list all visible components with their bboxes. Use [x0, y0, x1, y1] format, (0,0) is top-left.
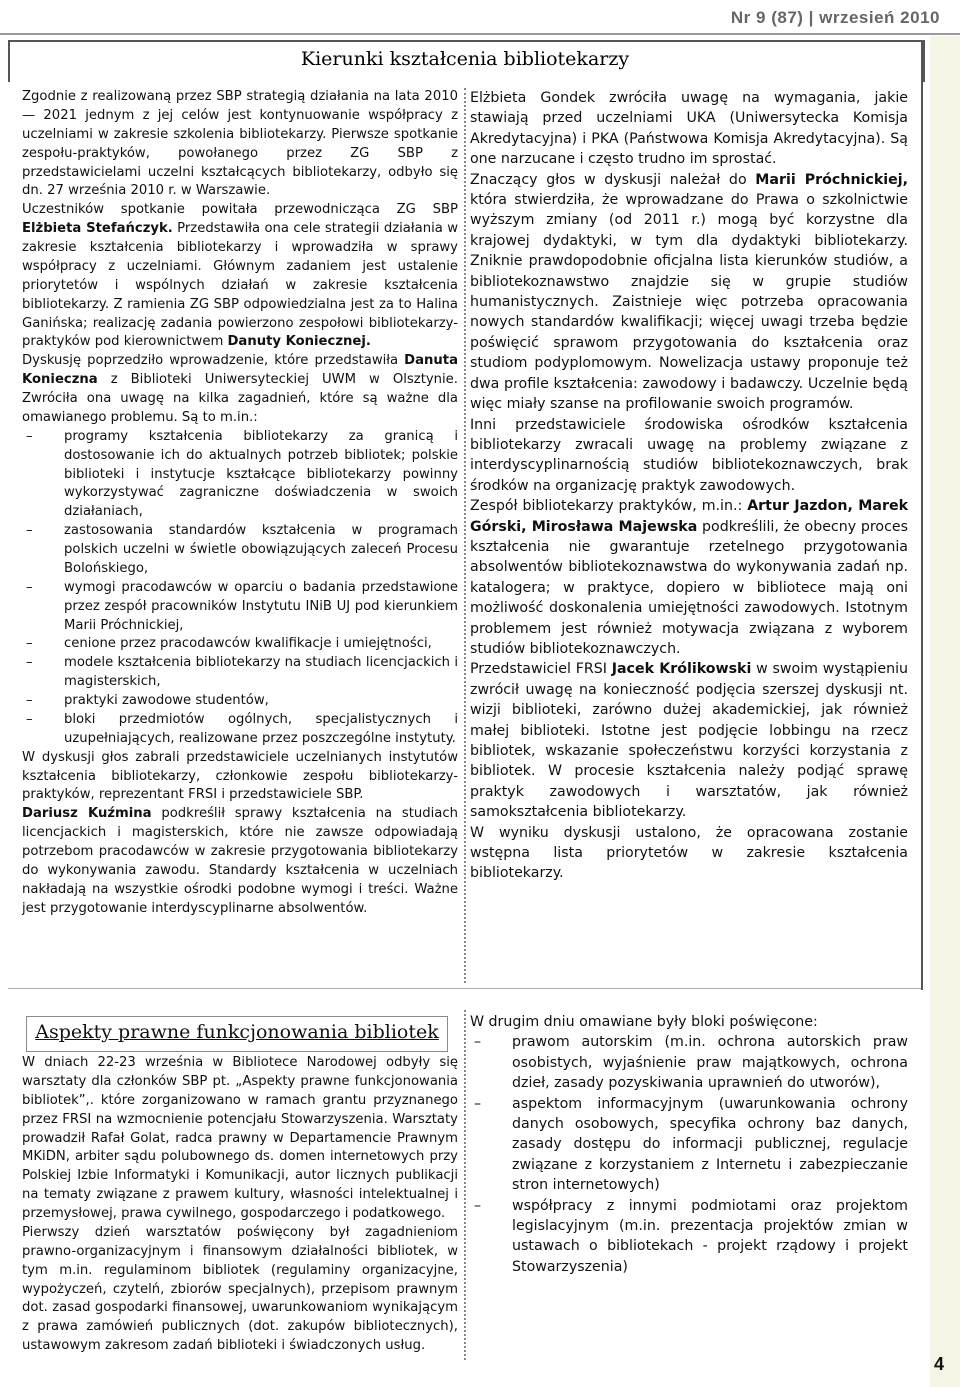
article-1-left-column	[22, 88, 458, 919]
column-separator-2	[464, 1010, 466, 1360]
paragraph: Zgodnie z realizowaną przez SBP strategią działania na lata 2010 — 2021 jednym z jej celów jest kontynuowanie współpracy z uczelniami w zakresie szkolenia bibliotekarzy. Pierwsze spotkanie zespołu-praktyków, powołanego przez ZG SBP z przedstawicielami uczelni kształcących bibliotekarzy, odbyło się dn. 27 września 2010 r. w Warszawie.	[22, 89, 458, 199]
article-1-right-column	[470, 88, 908, 884]
issue-label: Nr 9 (87) | wrzesień 2010	[730, 8, 940, 27]
bold-name: Danuty Koniecznej.	[227, 334, 371, 350]
paragraph: Elżbieta Gondek zwróciła uwagę na wymagania, jakie stawiają przed uczelniami UKA (Uniwersytecka Komisja Akredytacyjna) i PKA (Państwowa Komisja Akredytacyjna). Są one narzucane i często trudno im sprostać.	[470, 90, 908, 168]
paragraph: Dariusz Kuźmina podkreślił sprawy kształcenia na studiach licencjackich i magisterskich, które nie zawsze odpowiadają potrzebom pracodawców w zakresie przygotowania bibliotekarzy do wykonywania zawodu. Standardy kształcenia w uczelniach nakładają na wszystkie ośrodki podobne wymogi i treści. Ważne jest przygotowanie interdyscyplinarne absolwentów.	[22, 806, 458, 916]
paragraph: Pierwszy dzień warsztatów poświęcony był zagadnieniom prawno-organizacyjnym i finansowym działalności bibliotek, w tym m.in. regulaminom bibliotek (regulaminy organizacyjne, wypożyczeń, czytelń, zbiorów specjalnych), przepisom prawnym dot. zasad gospodarki finansowej, uwarunkowaniom wynikającym z prawa zamówień publicznych (dot. zakupów bibliotecznych), ustawowym zakresom zadań biblioteki i świadczonych usług.	[22, 1224, 458, 1354]
paragraph: Dyskusję poprzedziło wprowadzenie, które przedstawiła Danuta Konieczna z Biblioteki Uniwersyteckiej UWM w Olsztynie. Zwróciła ona uwagę na kilka zagadnień, które są ważne dla omawianego problemu. Są to m.in.:	[22, 353, 458, 425]
article-1-frame-right	[921, 40, 923, 990]
article-1-title: Kierunki kształcenia bibliotekarzy	[300, 48, 630, 70]
bold-name: Elżbieta Stefańczyk.	[22, 221, 173, 237]
article-2-title: Aspekty prawne funkcjonowania bibliotek	[35, 1021, 439, 1043]
list-item: – prawom autorskim (m.in. ochrona autorskich praw osobistych, wyjaśnienie praw majątkowych, ochrona dzieł, zasady pozyskiwania uprawnień do utworów),	[470, 1032, 908, 1093]
article-2-title-box	[26, 1016, 448, 1052]
article-2-right-column	[470, 1012, 908, 1277]
bold-name: Dariusz Kuźmina	[22, 806, 152, 822]
header-rule	[0, 33, 960, 35]
paragraph: Znaczący głos w dyskusji należał do Marii Próchnickiej, która stwierdziła, że wprowadzane do Prawa o szkolnictwie wyższym zmiany (od 2011 r.) mogą być korzystne dla krajowej dydaktyki, w tym dla dydaktyki bibliotekarzy. Zniknie prawdopodobnie oficjalna lista kierunków studiów, a bibliotekoznawstwo znajdzie się w grupie studiów humanistycznych. Zaistnieje więc potrzeba opracowania nowych standardów kwalifikacji; więcej uwagi trzeba będzie poświęcić sprawom przygotowania do kształcenia oraz studiom podyplomowym. Nowelizacja ustawy proponuje też dwa profile kształcenia: zawodowy i badawczy. Uczelnie będą więc miały szanse na profilowanie swoich programów.	[470, 171, 908, 413]
list-item: – modele kształcenia bibliotekarzy na studiach licencjackich i magisterskich,	[22, 654, 458, 692]
article-2-left-column	[22, 1054, 458, 1356]
list-item: – zastosowania standardów kształcenia w programach polskich uczelni w świetle obowiązujących zaleceń Procesu Bolońskiego,	[22, 522, 458, 579]
list-item: – programy kształcenia bibliotekarzy za granicą i dostosowanie ich do aktualnych potrzeb bibliotek; polskie biblioteki i instytucje kształcące bibliotekarzy powinny wykorzystywać zagraniczne doświadczenia w swoich działaniach,	[22, 428, 458, 522]
list-item: – wymogi pracodawców w oparciu o badania przedstawione przez zespół pracowników Instytutu INiB UJ pod kierunkiem Marii Próchnickiej,	[22, 579, 458, 636]
bold-name: Danuta Konieczna	[22, 353, 458, 388]
paragraph: Przedstawiciel FRSI Jacek Królikowski w swoim wystąpieniu zwrócił uwagę na konieczność podjęcia szerszej dyskusji nt. wizji biblioteki, zarówno dużej akademickiej, jak również małej biblioteki. Istotne jest podjęcie lobbingu na rzecz bibliotek, wskazanie społeczeństwu korzyści korzystania z bibliotek. W procesie kształcenia należy podjąć sprawę praktyk zawodowych i warsztatów, jak również samokształcenia bibliotekarzy.	[470, 661, 908, 821]
list-item: – współpracy z innymi podmiotami oraz projektom legislacyjnym (m.in. prezentacja projektów zmian w ustawach o bibliotekach - projekt rządowy i projekt Stowarzyszenia)	[470, 1196, 908, 1278]
bullet-list	[22, 428, 458, 749]
bold-name: Marii Próchnickiej,	[755, 171, 908, 188]
paragraph: Inni przedstawiciele środowiska ośrodków kształcenia bibliotekarzy zwracali uwagę na problemy związane z interdyscyplinarnością studiów bibliotekoznawczych, brak środków na organizację praktyk zawodowych.	[470, 416, 908, 494]
bullet-list	[470, 1032, 908, 1277]
paragraph: W dyskusji głos zabrali przedstawiciele uczelnianych instytutów kształcenia bibliotekarzy, członkowie zespołu bibliotekarzy-praktyków, reprezentant FRSI i przedstawiciele SBP.	[22, 749, 458, 803]
article-1-frame-bottom	[8, 988, 921, 989]
list-item: – praktyki zawodowe studentów,	[22, 692, 458, 711]
page-header	[0, 0, 960, 36]
paragraph: W dniach 22-23 września w Bibliotece Narodowej odbyły się warsztaty dla członków SBP pt. „Aspekty prawne funkcjonowania bibliotek”,. które zorganizowano w ramach grantu przyznanego przez FRSI na wzmocnienie potencjału Stowarzyszenia. Warsztaty prowadził Rafał Golat, radca prawny w Departamencie Prawnym MKiDN, arbiter sądu polubownego ds. domen internetowych przy Polskiej Izbie Informatyki i Komunikacji, autor licznych publikacji na tematy związane z prawem kultury, własności intelektualnej i przemysłowej, prawa cywilnego, gospodarczego i podatkowego.	[22, 1055, 458, 1221]
list-item: – aspektom informacyjnym (uwarunkowania ochrony danych osobowych, specyfika ochrony baz danych, zasady dostępu do informacji publicznej, regulacje związane z korzystaniem z Internetu i zabezpieczanie stron internetowych)	[470, 1094, 908, 1196]
paragraph: W wyniku dyskusji ustalono, że opracowana zostanie wstępna lista priorytetów w zakresie kształcenia bibliotekarzy.	[470, 824, 908, 882]
paragraph: Uczestników spotkanie powitała przewodnicząca ZG SBP Elżbieta Stefańczyk. Przedstawiła ona cele strategii działania w zakresie kształcenia bibliotekarzy i wprowadziła w sprawy współpracy z uczelniami. Głównym zadaniem jest ustalenie priorytetów i wspólnych działań w zakresie kształcenia bibliotekarzy. Z ramienia ZG SBP odpowiedzialna jest za to Halina Ganińska; realizację zadania powierzono zespołowi bibliotekarzy-praktyków pod kierownictwem Danuty Koniecznej.	[22, 202, 458, 350]
list-item: – bloki przedmiotów ogólnych, specjalistycznych i uzupełniających, realizowane przez poszczególne instytuty.	[22, 711, 458, 749]
page-number: 4	[934, 1354, 945, 1374]
bold-name: Artur Jazdon, Marek Górski, Mirosława Majewska	[470, 498, 909, 535]
paragraph: Zespół bibliotekarzy praktyków, m.in.: Artur Jazdon, Marek Górski, Mirosława Majewska podkreślili, że obecny proces kształcenia nie gwarantuje rzetelnego przygotowania absolwentów bibliotekoznawstwa do wykonywania zadań np. katalogera; w praktyce, dopiero w bibliotece mają oni możliwość doskonalenia umiejętności zawodowych. Istotnym problemem jest również motywacja związana z wyborem studiów bibliotekoznawczych.	[470, 498, 909, 657]
bold-name: Jacek Królikowski	[611, 661, 752, 678]
list-item: – cenione przez pracodawców kwalifikacje i umiejętności,	[22, 635, 458, 654]
right-sidebar-strip	[930, 36, 960, 1387]
paragraph: W drugim dniu omawiane były bloki poświęcone:	[470, 1014, 818, 1030]
column-separator	[464, 88, 466, 983]
